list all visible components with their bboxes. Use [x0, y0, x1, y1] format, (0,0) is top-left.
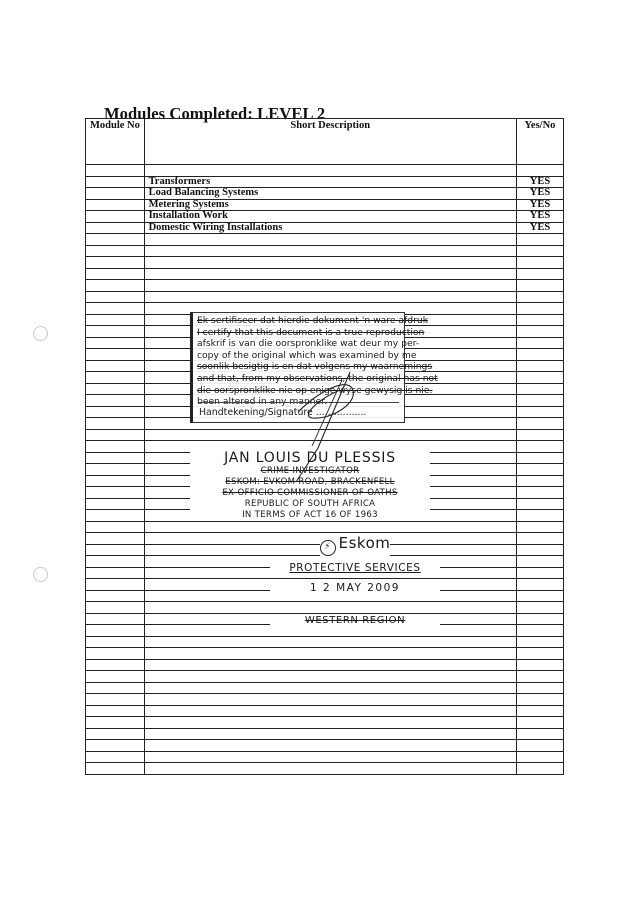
- cell-description: [144, 245, 516, 257]
- cell-module-no: [86, 188, 145, 200]
- table-row-empty: [86, 636, 564, 648]
- table-row-empty: [86, 648, 564, 660]
- cell-yes-no: [516, 556, 563, 568]
- cell-yes-no: [516, 625, 563, 637]
- cell-module-no: [86, 751, 145, 763]
- cell-module-no: [86, 337, 145, 349]
- cell-module-no: [86, 452, 145, 464]
- cell-yes-no: [516, 452, 563, 464]
- table-row-empty: [86, 740, 564, 752]
- table-row: [86, 176, 564, 188]
- eskom-stamp: [270, 533, 440, 626]
- cell-module-no: [86, 211, 145, 223]
- cell-yes-no: [516, 349, 563, 361]
- cell-yes-no: [516, 280, 563, 292]
- cell-module-no: [86, 406, 145, 418]
- commissioner-title: CRIME INVESTIGATOR: [190, 466, 430, 477]
- cell-module-no: [86, 498, 145, 510]
- table-row-empty: [86, 165, 564, 177]
- cell-description: [144, 280, 516, 292]
- cell-description: [144, 763, 516, 775]
- table-row: [86, 211, 564, 223]
- cell-module-no: [86, 176, 145, 188]
- cell-description: Load Balancing Systems: [144, 188, 516, 200]
- cell-yes-no: [516, 533, 563, 545]
- cell-module-no: [86, 717, 145, 729]
- cell-yes-no: [516, 717, 563, 729]
- cell-yes-no: [516, 326, 563, 338]
- stamp-line: been altered in any manner.: [197, 396, 328, 408]
- cell-module-no: [86, 372, 145, 384]
- commissioner-stamp: [190, 450, 430, 521]
- cell-module-no: [86, 395, 145, 407]
- table-row-empty: [86, 671, 564, 683]
- table-row-empty: [86, 717, 564, 729]
- cell-module-no: [86, 682, 145, 694]
- cell-description: Metering Systems: [144, 199, 516, 211]
- cell-module-no: [86, 257, 145, 269]
- cell-module-no: [86, 556, 145, 568]
- cell-module-no: [86, 533, 145, 545]
- table-row-empty: [86, 763, 564, 775]
- cell-module-no: [86, 487, 145, 499]
- cell-module-no: [86, 625, 145, 637]
- cell-module-no: [86, 636, 145, 648]
- table-row-empty: [86, 625, 564, 637]
- punch-hole-bottom: [33, 567, 48, 582]
- cell-module-no: [86, 349, 145, 361]
- table-row-empty: [86, 682, 564, 694]
- cell-description: [144, 625, 516, 637]
- cell-description: [144, 671, 516, 683]
- table-row: [86, 199, 564, 211]
- cell-yes-no: [516, 498, 563, 510]
- cell-module-no: [86, 763, 145, 775]
- commissioner-country: REPUBLIC OF SOUTH AFRICA: [190, 499, 430, 510]
- cell-yes-no: [516, 441, 563, 453]
- commissioner-role: EX-OFFICIO COMMISSIONER OF OATHS: [190, 488, 430, 499]
- eskom-region: WESTERN REGION: [270, 615, 440, 626]
- cell-module-no: [86, 728, 145, 740]
- table-row-empty: [86, 268, 564, 280]
- cell-yes-no: [516, 579, 563, 591]
- cell-yes-no: [516, 521, 563, 533]
- table-row-empty: [86, 705, 564, 717]
- page-title: Modules Completed: LEVEL 2: [104, 104, 326, 123]
- cell-module-no: [86, 705, 145, 717]
- table-row-empty: [86, 751, 564, 763]
- cell-yes-no: [516, 268, 563, 280]
- cell-description: Transformers: [144, 176, 516, 188]
- stamp-line: die oorspronklike nie op enige wyse gewysig is nie.: [197, 384, 433, 396]
- cell-yes-no: [516, 395, 563, 407]
- table-row: [86, 188, 564, 200]
- cell-yes-no: [516, 245, 563, 257]
- cell-module-no: [86, 291, 145, 303]
- cell-yes-no: [516, 303, 563, 315]
- cell-description: Installation Work: [144, 211, 516, 223]
- cell-yes-no: [516, 337, 563, 349]
- cell-module-no: [86, 199, 145, 211]
- cell-yes-no: [516, 544, 563, 556]
- cell-yes-no: [516, 234, 563, 246]
- cell-yes-no: YES: [516, 176, 563, 188]
- cell-yes-no: [516, 429, 563, 441]
- cell-yes-no: [516, 291, 563, 303]
- cell-description: [144, 234, 516, 246]
- signature-label: Handtekening/Signature .................: [199, 402, 399, 419]
- cell-module-no: [86, 314, 145, 326]
- cell-module-no: [86, 671, 145, 683]
- cell-module-no: [86, 740, 145, 752]
- cell-yes-no: [516, 763, 563, 775]
- cell-module-no: [86, 613, 145, 625]
- cell-module-no: [86, 659, 145, 671]
- cell-yes-no: [516, 567, 563, 579]
- table-row-empty: [86, 659, 564, 671]
- cell-yes-no: [516, 602, 563, 614]
- stamp-line: soonlik besigtig is en dat volgens my waarnemings: [197, 361, 433, 373]
- cell-description: [144, 717, 516, 729]
- certification-stamp: [190, 312, 438, 423]
- cell-module-no: [86, 567, 145, 579]
- eskom-brand-text: Eskom: [338, 534, 391, 552]
- cell-yes-no: [516, 671, 563, 683]
- cell-description: [144, 659, 516, 671]
- cell-description: [144, 521, 516, 533]
- cell-description: [144, 636, 516, 648]
- cell-module-no: [86, 234, 145, 246]
- table-row-empty: [86, 245, 564, 257]
- cell-module-no: [86, 544, 145, 556]
- cell-yes-no: [516, 487, 563, 499]
- cell-module-no: [86, 464, 145, 476]
- cell-module-no: [86, 602, 145, 614]
- cell-yes-no: YES: [516, 211, 563, 223]
- table-row-empty: [86, 234, 564, 246]
- cell-module-no: [86, 245, 145, 257]
- cell-yes-no: [516, 165, 563, 177]
- cell-yes-no: [516, 636, 563, 648]
- commissioner-name: JAN LOUIS DU PLESSIS: [190, 450, 430, 466]
- stamp-line: copy of the original which was examined by me: [197, 349, 417, 361]
- cell-description: [144, 429, 516, 441]
- stamp-line: Ek sertifiseer dat hierdie dokument 'n ware afdruk: [197, 315, 429, 326]
- cell-yes-no: [516, 682, 563, 694]
- cell-description: [144, 257, 516, 269]
- cell-description: [144, 648, 516, 660]
- cell-module-no: [86, 648, 145, 660]
- cell-yes-no: YES: [516, 188, 563, 200]
- cell-description: [144, 165, 516, 177]
- header-description: Short Description: [144, 119, 516, 165]
- cell-yes-no: [516, 314, 563, 326]
- punch-hole-top: [33, 326, 48, 341]
- cell-description: [144, 682, 516, 694]
- table-row-empty: [86, 429, 564, 441]
- cell-description: [144, 740, 516, 752]
- eskom-logo-icon: ⚡: [320, 540, 336, 556]
- cell-module-no: [86, 521, 145, 533]
- cell-description: [144, 705, 516, 717]
- cell-module-no: [86, 280, 145, 292]
- table-row-empty: [86, 257, 564, 269]
- cell-module-no: [86, 510, 145, 522]
- cell-description: [144, 751, 516, 763]
- cell-yes-no: [516, 613, 563, 625]
- cell-module-no: [86, 441, 145, 453]
- cell-yes-no: [516, 372, 563, 384]
- table-row-empty: [86, 694, 564, 706]
- table-header-row: [86, 119, 564, 165]
- eskom-department: PROTECTIVE SERVICES: [270, 562, 440, 574]
- stamp-line: I certify that this document is a true reproduction: [197, 326, 425, 338]
- cell-yes-no: [516, 740, 563, 752]
- cell-module-no: [86, 326, 145, 338]
- cell-yes-no: [516, 751, 563, 763]
- commissioner-address: ESKOM: EVKOM ROAD, BRACKENFELL: [190, 477, 430, 488]
- cell-module-no: [86, 383, 145, 395]
- cell-yes-no: [516, 406, 563, 418]
- header-yes-no: Yes/No: [516, 119, 563, 165]
- cell-module-no: [86, 475, 145, 487]
- commissioner-act: IN TERMS OF ACT 16 OF 1963: [190, 510, 430, 521]
- cell-yes-no: YES: [516, 199, 563, 211]
- table-row: [86, 222, 564, 234]
- cell-module-no: [86, 429, 145, 441]
- cell-module-no: [86, 590, 145, 602]
- cell-yes-no: [516, 383, 563, 395]
- cell-module-no: [86, 360, 145, 372]
- cell-description: [144, 694, 516, 706]
- cell-module-no: [86, 579, 145, 591]
- cell-yes-no: [516, 360, 563, 372]
- cell-yes-no: [516, 648, 563, 660]
- stamp-line: afskrif is van die oorspronklike wat deur my per-: [197, 338, 420, 350]
- cell-yes-no: [516, 728, 563, 740]
- eskom-date: 1 2 MAY 2009: [270, 582, 440, 594]
- stamp-line: and that, from my observations, the original has not: [197, 372, 438, 384]
- cell-yes-no: [516, 257, 563, 269]
- eskom-brand: [320, 534, 391, 556]
- modules-table: [85, 118, 564, 775]
- cell-module-no: [86, 165, 145, 177]
- cell-description: [144, 268, 516, 280]
- table-row-empty: [86, 728, 564, 740]
- cell-module-no: [86, 268, 145, 280]
- table-row-empty: [86, 291, 564, 303]
- cell-description: Domestic Wiring Installations: [144, 222, 516, 234]
- cell-yes-no: [516, 590, 563, 602]
- cell-yes-no: [516, 510, 563, 522]
- cell-yes-no: [516, 464, 563, 476]
- cell-module-no: [86, 694, 145, 706]
- header-module-no: Module No: [86, 119, 145, 165]
- cell-module-no: [86, 303, 145, 315]
- cell-yes-no: [516, 418, 563, 430]
- cell-yes-no: [516, 694, 563, 706]
- cell-description: [144, 728, 516, 740]
- cell-yes-no: [516, 659, 563, 671]
- cell-yes-no: [516, 705, 563, 717]
- cell-yes-no: [516, 475, 563, 487]
- cell-description: [144, 291, 516, 303]
- cell-yes-no: YES: [516, 222, 563, 234]
- table-row-empty: [86, 280, 564, 292]
- cell-module-no: [86, 222, 145, 234]
- cell-module-no: [86, 418, 145, 430]
- table-row-empty: [86, 521, 564, 533]
